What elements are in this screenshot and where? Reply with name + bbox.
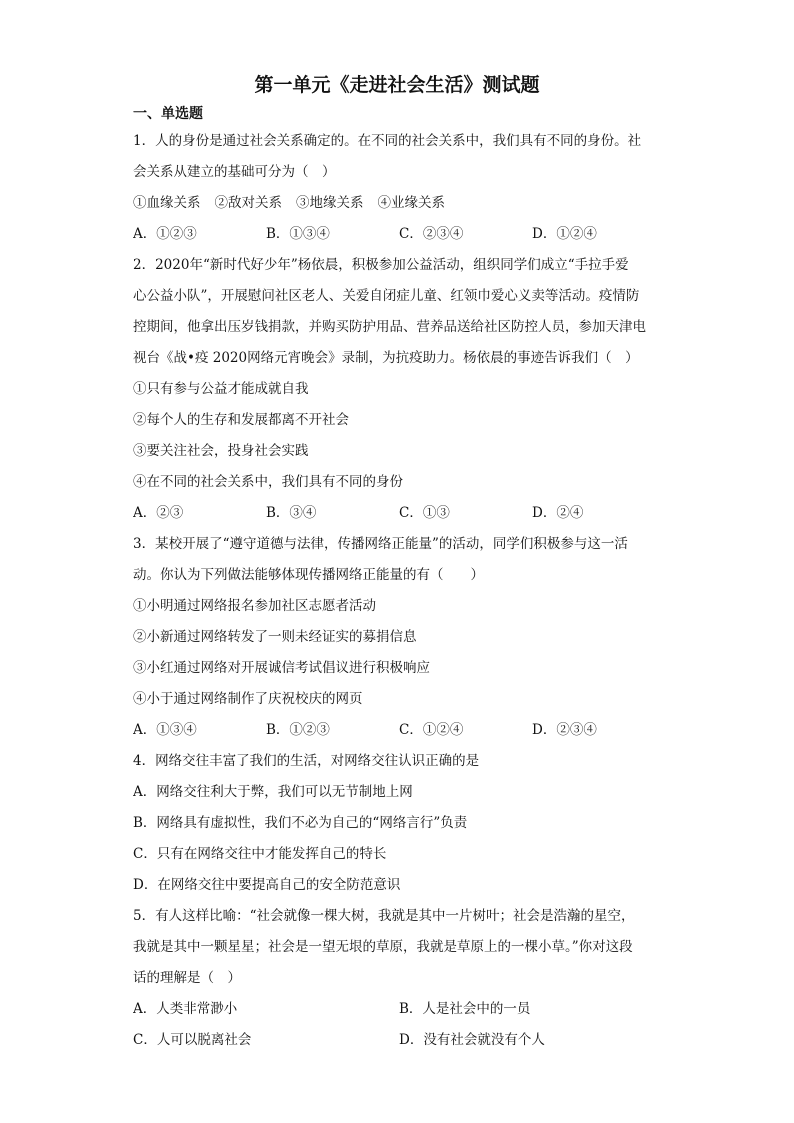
question-text-line: 话的理解是（ ）	[133, 970, 241, 986]
option-b: B．人是社会中的一员	[399, 1001, 531, 1017]
question-text-line: 控期间，他拿出压岁钱捐款，并购买防护用品、营养品送给社区防控人员，参加天津电	[133, 319, 646, 335]
option-a: A．人类非常渺小	[133, 1001, 238, 1017]
answer-options	[133, 498, 665, 529]
option-a: A．①③④	[133, 722, 197, 738]
question-1	[133, 126, 665, 250]
option-d: D．没有社会就没有个人	[399, 1032, 545, 1048]
item: ④业缘关系	[377, 195, 445, 211]
question-text-line: 2．2020年“新时代好少年”杨依晨，积极参加公益活动，组织同学们成立“手拉手爱	[133, 257, 629, 273]
option-c: C．①③	[399, 505, 450, 521]
question-text-line: 3．某校开展了“遵守道德与法律，传播网络正能量”的活动，同学们积极参与这一活	[133, 536, 628, 552]
item: ①血缘关系	[133, 195, 201, 211]
answer-options	[133, 994, 665, 1025]
question-text-line: 5．有人这样比喻：“社会就像一棵大树，我就是其中一片树叶；社会是浩瀚的星空，	[133, 908, 635, 924]
option-d: D．②③④	[532, 722, 597, 738]
question-items	[133, 188, 665, 219]
page-title: 第一单元《走进社会生活》测试题	[254, 74, 540, 96]
question-text-line: 会关系从建立的基础可分为（ ）	[133, 164, 336, 180]
item: ③小红通过网络对开展诚信考试倡议进行积极响应	[133, 660, 430, 676]
question-5	[133, 901, 665, 1056]
section-heading: 一、单选题	[133, 106, 203, 122]
question-3	[133, 529, 665, 746]
option-a: A．①②③	[133, 226, 197, 242]
question-text-line: 1．人的身份是通过社会关系确定的。在不同的社会关系中，我们具有不同的身份。社	[133, 133, 642, 149]
question-list	[133, 126, 665, 1056]
option-b: B．①③④	[266, 226, 330, 242]
question-2	[133, 250, 665, 529]
option-a: A．②③	[133, 505, 184, 521]
option-d: D．①②④	[532, 226, 597, 242]
item: ②每个人的生存和发展都离不开社会	[133, 412, 349, 428]
question-text-line: 动。你认为下列做法能够体现传播网络正能量的有（ ）	[133, 567, 484, 583]
option-b: B．网络具有虚拟性，我们不必为自己的“网络言行”负责	[133, 815, 468, 831]
option-b: B．①②③	[266, 722, 330, 738]
option-c: C．①②④	[399, 722, 464, 738]
option-a: A．网络交往利大于弊，我们可以无节制地上网	[133, 784, 413, 800]
question-4	[133, 746, 665, 901]
answer-options	[133, 219, 665, 250]
item: ③地缘关系	[296, 195, 364, 211]
question-text-line: 我就是其中一颗星星；社会是一望无垠的草原，我就是草原上的一棵小草。”你对这段	[133, 939, 633, 955]
question-text-line: 视台《战•疫 2020网络元宵晚会》录制，为抗疫助力。杨依晨的事迹告诉我们（ ）	[133, 350, 639, 366]
question-text-line: 4．网络交往丰富了我们的生活，对网络交往认识正确的是	[133, 753, 480, 769]
item: ④小于通过网络制作了庆祝校庆的网页	[133, 691, 363, 707]
item: ①只有参与公益才能成就自我	[133, 381, 309, 397]
item: ③要关注社会，投身社会实践	[133, 443, 309, 459]
option-d: D．②④	[532, 505, 584, 521]
option-c: C．只有在网络交往中才能发挥自己的特长	[133, 846, 387, 862]
question-text-line: 心公益小队”，开展慰问社区老人、关爱自闭症儿童、红领巾爱心义卖等活动。疫情防	[133, 288, 640, 304]
item: ②小新通过网络转发了一则未经证实的募捐信息	[133, 629, 417, 645]
option-c: C．②③④	[399, 226, 464, 242]
answer-options	[133, 715, 665, 746]
option-b: B．③④	[266, 505, 317, 521]
option-d: D．在网络交往中要提高自己的安全防范意识	[133, 877, 401, 893]
answer-options	[133, 1025, 665, 1056]
item: ②敌对关系	[214, 195, 282, 211]
item: ④在不同的社会关系中，我们具有不同的身份	[133, 474, 403, 490]
option-c: C．人可以脱离社会	[133, 1032, 252, 1048]
item: ①小明通过网络报名参加社区志愿者活动	[133, 598, 376, 614]
